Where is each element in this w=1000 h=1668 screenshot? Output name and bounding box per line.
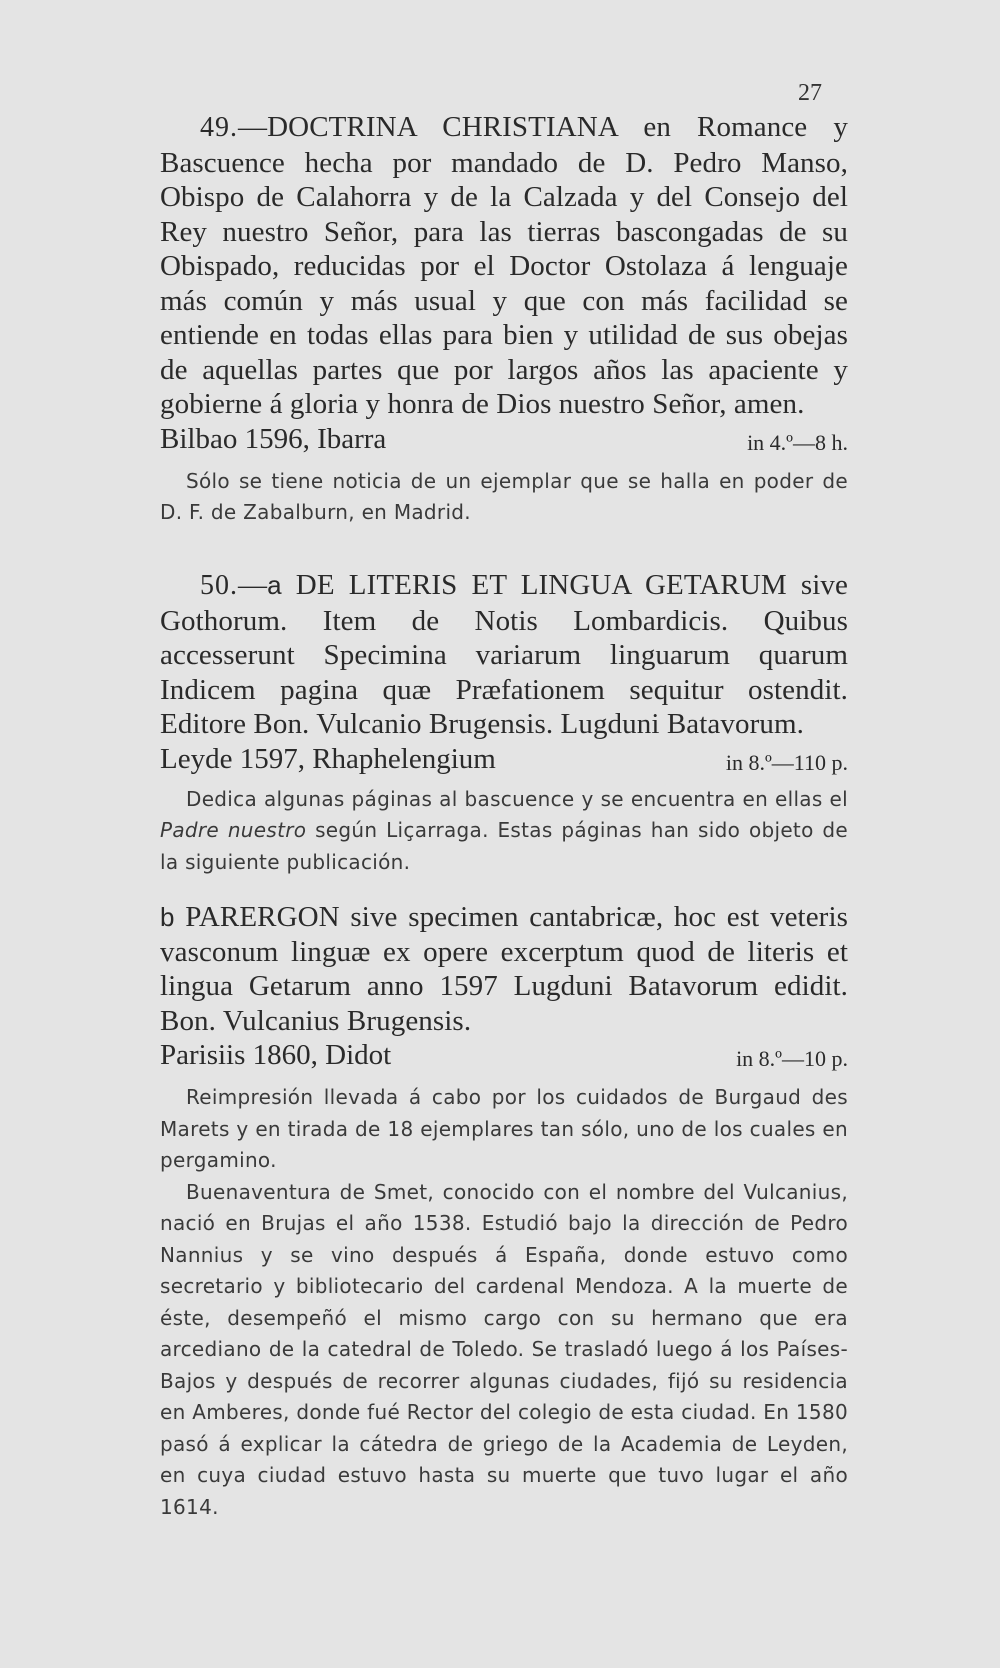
entry-dash: — (238, 569, 268, 601)
imprint-line (160, 1038, 848, 1074)
imprint-place-date: Leyde 1597, Rhaphelengium (160, 742, 496, 775)
bibliographic-note: Sólo se tiene noticia de un ejemplar que se halla en poder de D. F. de Zabalburn, en Madrid. (160, 468, 848, 524)
entry-50a (160, 568, 848, 878)
entry-title-text: PARERGON sive specimen cantabricæ, hoc est veteris vasconum linguæ ex opere excerptum quod de literis et lingua Getarum anno 1597 Lugduni Batavorum edidit. Bon. Vulcanius Brugensis. (160, 901, 848, 1037)
notes-block (160, 1082, 848, 1523)
entry-title (160, 110, 848, 422)
entry-number: 49. (200, 112, 238, 143)
format-label: in 4.º—8 h. (747, 429, 848, 455)
entry-title-text: DOCTRINA CHRISTIANA en Romance y Bascuence hecha por mandado de D. Pedro Manso, Obispo de Calahorra y de la Calzada y del Consejo del Rey nuestro Señor, para las tierras bascongadas de su Obispado, reducidas por el Doctor Ostolaza á lenguaje más común y más usual y que con más facilidad se entiende en todas ellas para bien y utilidad de sus obejas de aquellas partes que por largos años las apaciente y gobierne á gloria y honra de Dios nuestro Señor, amen. (160, 111, 848, 420)
note-text: Dedica algunas páginas al bascuence y se encuentra en ellas el (186, 786, 848, 811)
note-text: según Liçarraga. Estas páginas han sido objeto de la siguiente publicación. (160, 818, 848, 874)
biographical-note: Buenaventura de Smet, conocido con el nombre del Vulcanius, nació en Brujas el año 1538. Estudió bajo la dirección de Pedro Nannius y se vino después á España, donde estuvo como secretario y bibliotecario del cardenal Mendoza. A la muerte de éste, desempeñó el mismo cargo con su hermano que era arcediano de la catedral de Toledo. Se trasladó luego á los Países-Bajos y después de recorrer algunas ciudades, fijó su residencia en Amberes, donde fué Rector del colegio de esta ciudad. En 1580 pasó á explicar la cátedra de griego de la Academia de Leyden, en cuya ciudad estuvo hasta su muerte que tuvo lugar el año 1614. (160, 1179, 848, 1519)
format-label: in 8.º—10 p. (736, 1046, 848, 1071)
entry-number: 50. (200, 570, 238, 601)
imprint-line (160, 742, 848, 778)
entry-dash: — (238, 111, 268, 143)
imprint-place-date: Parisiis 1860, Didot (160, 1039, 392, 1071)
entry-50b (160, 900, 848, 1523)
entry-title (160, 568, 848, 742)
bibliographic-note (160, 784, 848, 879)
note-italic-title: Padre nuestro (160, 818, 307, 842)
entry-49 (160, 110, 848, 529)
bibliographic-note: Reimpresión llevada á cabo por los cuidados de Burgaud des Marets y en tirada de 18 ejemplares tan sólo, uno de los cuales en pergamino. (160, 1085, 848, 1172)
format-label: in 8.º—110 p. (725, 749, 848, 775)
entry-title (160, 900, 848, 1038)
entry-letter: a (267, 570, 282, 600)
entry-title-text: DE LITERIS ET LINGUA GETARUM sive Gothorum. Item de Notis Lombardicis. Quibus accesserunt Specimina variarum linguarum quarum Indicem pagina quæ Præfationem sequitur ostendit. Editore Bon. Vulcanio Brugensis. Lugduni Batavorum. (160, 569, 848, 740)
imprint-place-date: Bilbao 1596, Ibarra (160, 422, 387, 455)
imprint-line (160, 422, 848, 458)
page-number: 27 (798, 80, 822, 106)
entry-letter: b (160, 902, 175, 932)
